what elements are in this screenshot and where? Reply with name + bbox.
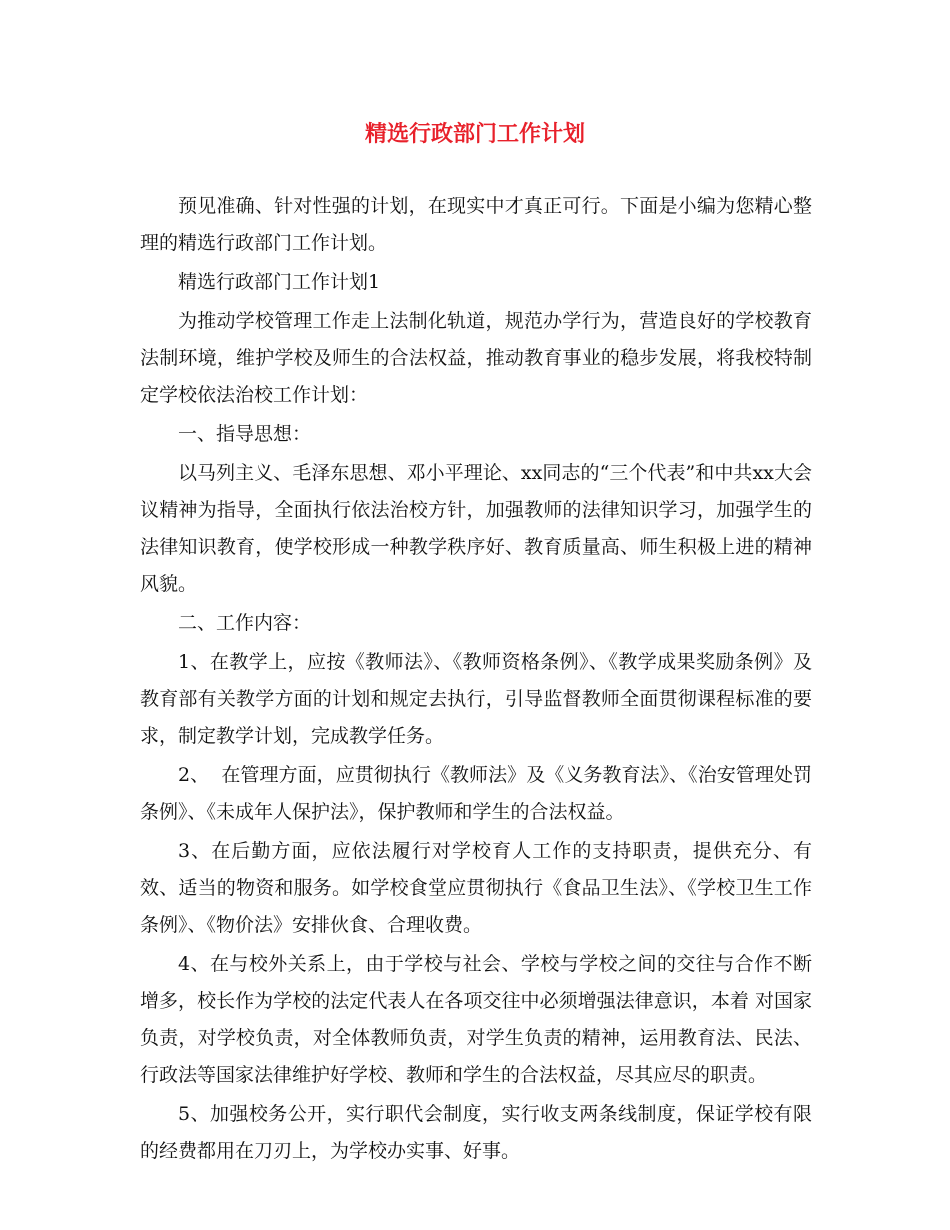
intro-paragraph: 预见准确、针对性强的计划，在现实中才真正可行。下面是小编为您精心整理的精选行政部门工作计划。 [140,195,812,254]
work-item-3: 3、在后勤方面，应依法履行对学校育人工作的支持职责，提供充分、有效、适当的物资和服务。如学校食堂应贯彻执行《食品卫生法》、《学校卫生工作条例》、《物价法》安排伙食、合理收费。 [140,840,812,936]
work-item-1: 1、在教学上，应按《教师法》、《教师资格条例》、《教学成果奖励条例》及教育部有关教学方面的计划和规定去执行，引导监督教师全面贯彻课程标准的要求，制定教学计划，完成教学任务。 [140,651,812,747]
document-title: 精选行政部门工作计划 [364,122,585,147]
section-heading-plan-1: 精选行政部门工作计划1 [178,271,381,293]
heading-work-content: 二、工作内容： [178,612,312,634]
guiding-ideology-paragraph: 以马列主义、毛泽东思想、邓小平理论、xx同志的“三个代表”和中共xx大会议精神为指导，全面执行依法治校方针，加强教师的法律知识学习，加强学生的法律知识教育，使学校形成一种教学秩序好、教育质量高、师生积极上进的精神风貌。 [140,462,812,595]
heading-guiding-ideology: 一、指导思想： [178,423,312,445]
document-body [140,188,812,1172]
work-item-4: 4、在与校外关系上，由于学校与社会、学校与学校之间的交往与合作不断增多，校长作为学校的法定代表人在各项交往中必须增强法律意识，本着 对国家负责，对学校负责，对全体教师负责，对学生负责的精神，运用教育法、民法、行政法等国家法律维护好学校、教师和学生的合法权益，尽其应尽的职责。 [140,953,812,1086]
work-item-5: 5、加强校务公开，实行职代会制度，实行收支两条线制度，保证学校有限的经费都用在刀刃上，为学校办实事、好事。 [140,1103,812,1162]
purpose-paragraph: 为推动学校管理工作走上法制化轨道，规范办学行为，营造良好的学校教育法制环境，维护学校及师生的合法权益，推动教育事业的稳步发展，将我校特制定学校依法治校工作计划： [140,310,812,406]
work-item-2: 2、 在管理方面，应贯彻执行《教师法》及《义务教育法》、《治安管理处罚条例》、《未成年人保护法》，保护教师和学生的合法权益。 [140,764,812,823]
